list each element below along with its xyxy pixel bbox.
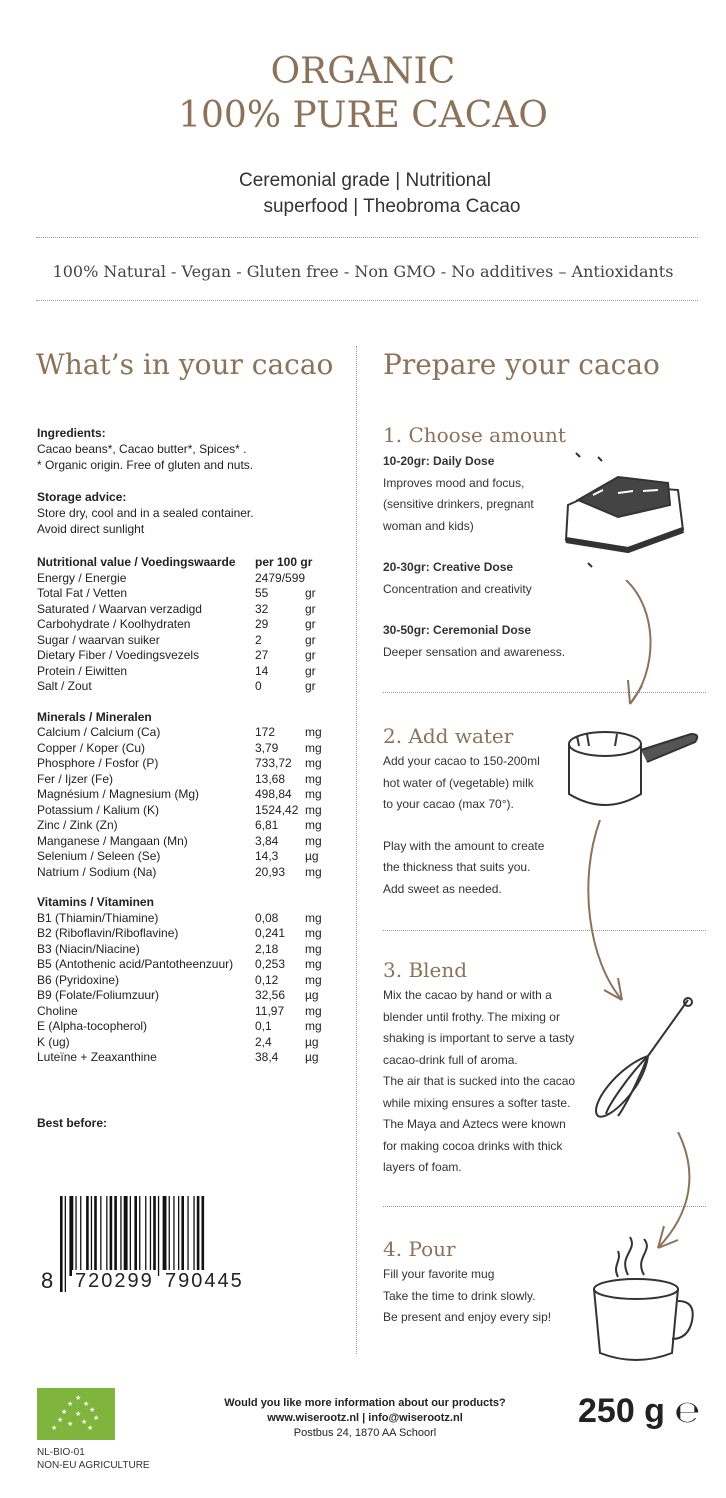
cell-name: B3 (Niacin/Niacine) — [37, 941, 140, 956]
table-row — [37, 664, 337, 680]
step2-line: Add your cacao to 150-200ml — [383, 754, 540, 768]
storage-line-2: Avoid direct sunlight — [37, 522, 145, 536]
info-line-2[interactable]: www.wiserootz.nl | info@wiserootz.nl — [267, 1412, 463, 1424]
cell-unit: mg — [305, 1003, 322, 1018]
dose3-label: 30-50gr: Ceremonial Dose — [383, 623, 532, 637]
step3-line: while mixing ensures a softer taste. — [383, 1095, 571, 1110]
step4-body — [383, 1264, 583, 1329]
table-row — [37, 571, 337, 587]
cell-name: Calcium / Calcium (Ca) — [37, 725, 161, 739]
barcode-bar — [106, 1196, 107, 1276]
table-row — [37, 818, 337, 834]
cell-value: 55 — [255, 586, 269, 600]
cell-name: Energy / Energie — [37, 570, 127, 585]
subtitle-line-2: superfood | Theobroma Cacao — [263, 196, 521, 217]
cell-unit: mg — [305, 910, 322, 925]
step3-line: Mix the cacao by hand or with a — [383, 988, 552, 1002]
cell-value: 1524,42 — [255, 802, 299, 817]
best-before-label: Best before: — [37, 1116, 108, 1130]
table-row — [37, 1035, 337, 1051]
step3-body — [383, 985, 583, 1179]
barcode-bar — [86, 1196, 89, 1276]
table-row — [37, 1050, 337, 1066]
eu-organic-logo — [37, 1388, 115, 1440]
svg-text:★: ★ — [89, 1406, 96, 1414]
cell-unit: mg — [305, 926, 322, 940]
minerals-header — [37, 710, 337, 726]
cell-value: 32 — [255, 601, 269, 616]
svg-text:★: ★ — [61, 1408, 68, 1416]
step2-title: 2. Add water — [383, 724, 514, 748]
step4-line: Take the time to drink slowly. — [383, 1288, 536, 1303]
table-row — [37, 617, 337, 633]
cell-value: 20,93 — [255, 864, 286, 879]
cell-unit: gr — [305, 648, 316, 662]
svg-text:★: ★ — [81, 1418, 88, 1426]
dose1-line: Improves mood and focus, — [383, 475, 525, 490]
cell-name: Zinc / Zink (Zn) — [37, 818, 118, 832]
cell-value: 733,72 — [255, 756, 292, 770]
table-row — [37, 633, 337, 649]
cell-value: 32,56 — [255, 988, 286, 1002]
divider — [36, 237, 698, 238]
saucepan-icon — [563, 728, 703, 813]
left-heading: What’s in your cacao — [36, 348, 334, 381]
barcode-bar — [110, 1196, 113, 1276]
ingredients-note: * Organic origin. Free of gluten and nuts. — [37, 458, 254, 472]
barcode-bar — [187, 1196, 188, 1276]
step3-line: layers of foam. — [383, 1160, 462, 1174]
organic-origin: NON-EU AGRICULTURE — [37, 1460, 150, 1471]
cell-name: Dietary Fiber / Voedingsvezels — [37, 648, 200, 662]
step4-line: Be present and enjoy every sip! — [383, 1310, 552, 1324]
step3-line: shaking is important to serve a tasty — [383, 1031, 575, 1045]
organic-certification — [37, 1446, 150, 1472]
barcode-bar — [163, 1196, 167, 1276]
cell-value: 0,1 — [255, 1019, 272, 1033]
table-row — [37, 973, 337, 989]
cell-name: Salt / Zout — [37, 679, 92, 693]
cell-unit: gr — [305, 586, 316, 600]
step2-body — [383, 751, 573, 900]
title-line-1: ORGANIC — [270, 51, 456, 92]
barcode-bar — [75, 1196, 76, 1276]
table-row — [37, 849, 337, 865]
cell-name: B5 (Antothenic acid/Pantotheenzuur) — [37, 957, 234, 971]
cell-name: B1 (Thiamin/Thiamine) — [37, 910, 159, 925]
step1-body — [383, 451, 573, 663]
step1-title: 1. Choose amount — [383, 423, 566, 447]
info-line-3: Postbus 24, 1870 AA Schoorl — [293, 1427, 437, 1439]
barcode — [41, 1196, 246, 1296]
arrow-icon — [648, 1132, 698, 1252]
cell-value: 13,68 — [255, 771, 286, 786]
estimated-sign-icon: ℮ — [674, 1395, 701, 1430]
cell-unit: mg — [305, 957, 322, 971]
dose1-line: (sensitive drinkers, pregnant — [383, 497, 534, 511]
cell-value: 14 — [255, 663, 269, 678]
nutrition-header: Nutritional value / Voedingswaarde — [37, 555, 236, 569]
step3-line: for making cocoa drinks with thick — [383, 1138, 563, 1153]
barcode-bar — [100, 1196, 101, 1276]
arrow-icon — [618, 580, 658, 710]
cell-value: 3,84 — [255, 833, 279, 848]
table-row — [37, 803, 337, 819]
cell-unit: µg — [305, 988, 319, 1002]
step4-line: Fill your favorite mug — [383, 1267, 495, 1281]
cell-unit: mg — [305, 725, 322, 739]
cell-value: 498,84 — [255, 787, 292, 801]
cell-value: 38,4 — [255, 1050, 279, 1064]
svg-text:★: ★ — [57, 1416, 64, 1424]
barcode-bar — [124, 1196, 128, 1276]
barcode-bar — [169, 1196, 170, 1276]
cell-value: 3,79 — [255, 740, 279, 755]
cell-unit: µg — [305, 1034, 319, 1049]
table-row — [37, 865, 337, 881]
step3-title: 3. Blend — [383, 958, 468, 982]
svg-text:★: ★ — [67, 1400, 74, 1408]
contact-info — [220, 1396, 510, 1441]
barcode-bar — [145, 1196, 146, 1276]
barcode-bar — [114, 1196, 117, 1276]
table-row — [37, 679, 337, 695]
step2-line: hot water of (vegetable) milk — [383, 775, 534, 790]
chocolate-icon — [558, 445, 698, 575]
table-row — [37, 602, 337, 618]
cell-unit: mg — [305, 833, 322, 848]
cell-unit: gr — [305, 663, 316, 678]
table-row — [37, 756, 337, 772]
cell-name: Fer / Ijzer (Fe) — [37, 771, 114, 786]
cell-value: 0,253 — [255, 957, 286, 971]
cell-value: 0,12 — [255, 972, 279, 987]
cell-unit: mg — [305, 802, 322, 817]
svg-text:★: ★ — [75, 1394, 82, 1402]
page-title — [0, 50, 726, 138]
barcode-bar — [139, 1196, 140, 1276]
step3-line: cacao-drink full of aroma. — [383, 1052, 518, 1067]
barcode-bar — [80, 1196, 81, 1276]
step3-line: The air that is sucked into the cacao — [383, 1074, 576, 1088]
table-row — [37, 834, 337, 850]
cell-name: Manganese / Mangaan (Mn) — [37, 833, 188, 848]
cell-name: Magnésium / Magnesium (Mg) — [37, 787, 200, 801]
cell-name: Phosphore / Fosfor (P) — [37, 756, 159, 770]
per100-header: per 100 gr — [255, 555, 313, 569]
divider — [383, 930, 706, 931]
claims-line: 100% Natural - Vegan - Gluten free - Non GMO - No additives – Antioxidants — [52, 262, 674, 281]
vitamins-header — [37, 895, 337, 911]
step3-line: The Maya and Aztecs were known — [383, 1117, 566, 1131]
minerals-header-label: Minerals / Mineralen — [37, 709, 152, 724]
cell-unit: mg — [305, 941, 322, 956]
barcode-bar — [69, 1196, 73, 1276]
info-line-1: Would you like more information about our products? — [224, 1397, 506, 1409]
cell-unit: mg — [305, 1019, 322, 1033]
weight-value: 250 g — [578, 1392, 665, 1430]
cell-name: Total Fat / Vetten — [37, 586, 128, 600]
subtitle — [0, 168, 726, 220]
barcode-bar — [153, 1196, 156, 1276]
barcode-digit-lead: 8 — [38, 1268, 56, 1294]
dose3-text: Deeper sensation and awareness. — [383, 644, 566, 659]
barcode-bar — [150, 1196, 151, 1276]
whisk-icon — [588, 996, 698, 1121]
cell-unit: gr — [305, 632, 316, 647]
net-weight — [578, 1392, 700, 1431]
nutrition-table — [37, 571, 337, 695]
cell-name: Sugar / waarvan suiker — [37, 632, 160, 647]
table-row — [37, 772, 337, 788]
cell-name: B2 (Riboflavin/Riboflavine) — [37, 926, 179, 940]
cell-unit: mg — [305, 771, 322, 786]
cell-name: Choline — [37, 1003, 78, 1018]
cell-value: 2,18 — [255, 941, 279, 956]
storage-label: Storage advice: — [37, 490, 127, 504]
table-row — [37, 586, 337, 602]
barcode-bar — [178, 1196, 179, 1276]
cell-name: Copper / Koper (Cu) — [37, 740, 146, 755]
cell-unit: mg — [305, 972, 322, 987]
table-row — [37, 648, 337, 664]
dose2-text: Concentration and creativity — [383, 581, 532, 596]
barcode-digits-left: 720299 — [72, 1270, 157, 1293]
cell-unit: mg — [305, 756, 322, 770]
column-divider — [356, 346, 357, 1354]
table-row — [37, 926, 337, 942]
step4-title: 4. Pour — [383, 1237, 456, 1261]
organic-code: NL-BIO-01 — [37, 1447, 85, 1458]
svg-text:★: ★ — [83, 1400, 90, 1408]
cell-name: K (ug) — [37, 1034, 70, 1049]
cell-value: 6,81 — [255, 818, 279, 832]
dose1-label: 10-20gr: Daily Dose — [383, 454, 495, 468]
cell-unit: mg — [305, 864, 322, 879]
cell-unit: µg — [305, 1050, 319, 1064]
dose1-line: woman and kids) — [383, 518, 474, 533]
table-row — [37, 1019, 337, 1035]
arrow-icon — [578, 820, 628, 1005]
barcode-bar — [181, 1196, 184, 1276]
cell-value: 27 — [255, 648, 269, 662]
barcode-bar — [158, 1196, 159, 1276]
cell-value: 0 — [255, 679, 262, 693]
cell-value: 0,241 — [255, 926, 286, 940]
cell-name: B6 (Pyridoxine) — [37, 972, 120, 987]
subtitle-line-1: Ceremonial grade | Nutritional — [238, 170, 492, 191]
step2-line: the thickness that suits you. — [383, 860, 531, 874]
cell-value: 2,4 — [255, 1034, 272, 1049]
svg-text:★: ★ — [93, 1414, 100, 1422]
minerals-table — [37, 725, 337, 880]
barcode-bar — [120, 1196, 121, 1276]
vitamins-header-label: Vitamins / Vitaminen — [37, 895, 154, 909]
divider — [36, 300, 698, 301]
cell-name: Protein / Eiwitten — [37, 663, 128, 678]
step3-line: blender until frothy. The mixing or — [383, 1009, 560, 1024]
svg-text:★: ★ — [51, 1424, 58, 1432]
barcode-bar — [91, 1196, 92, 1276]
barcode-bar — [193, 1196, 194, 1276]
table-row — [37, 787, 337, 803]
cell-value: 0,08 — [255, 910, 279, 925]
mug-icon — [588, 1235, 698, 1370]
cell-value: 14,3 — [255, 849, 279, 863]
barcode-digits-right: 790445 — [162, 1270, 247, 1293]
cell-name: Carbohydrate / Koolhydraten — [37, 617, 191, 631]
left-column — [37, 425, 337, 1066]
cell-name: Potassium / Kalium (K) — [37, 802, 160, 817]
cell-unit — [305, 571, 335, 587]
step2-line: Add sweet as needed. — [383, 881, 502, 896]
table-row — [37, 988, 337, 1004]
table-row — [37, 725, 337, 741]
cell-name: B9 (Folate/Foliumzuur) — [37, 988, 160, 1002]
table-row — [37, 1004, 337, 1020]
vitamins-table — [37, 911, 337, 1066]
ingredients-text: Cacao beans*, Cacao butter*, Spices* . — [37, 442, 247, 456]
barcode-bar — [65, 1196, 66, 1292]
table-row — [37, 911, 337, 927]
cell-value: 172 — [255, 725, 276, 739]
dose2-label: 20-30gr: Creative Dose — [383, 560, 514, 574]
nutrition-header-row — [37, 555, 337, 571]
cell-unit: mg — [305, 818, 322, 832]
cell-name: Selenium / Seleen (Se) — [37, 849, 161, 863]
table-row — [37, 741, 337, 757]
step2-line: to your cacao (max 70°). — [383, 797, 514, 811]
cell-value: 2 — [255, 632, 262, 647]
cell-unit: gr — [305, 617, 316, 631]
cell-name: E (Alpha-tocopherol) — [37, 1019, 148, 1033]
title-line-2: 100% PURE CACAO — [178, 95, 548, 136]
cell-unit: mg — [305, 787, 322, 801]
cell-unit: gr — [305, 601, 316, 616]
barcode-bar — [94, 1196, 97, 1276]
cell-name: Luteïne + Zeaxanthine — [37, 1050, 157, 1064]
table-row — [37, 957, 337, 973]
cell-value: 29 — [255, 617, 269, 631]
barcode-bar — [173, 1196, 174, 1276]
right-heading: Prepare your cacao — [383, 348, 660, 381]
cell-value: 2479/599 — [255, 570, 306, 585]
cell-name: Saturated / Waarvan verzadigd — [37, 601, 202, 616]
svg-text:★: ★ — [67, 1420, 74, 1428]
barcode-bar — [60, 1196, 63, 1292]
table-row — [37, 942, 337, 958]
step2-line: Play with the amount to create — [383, 838, 545, 853]
cell-name: Natrium / Sodium (Na) — [37, 864, 157, 879]
svg-text:★: ★ — [75, 1410, 82, 1418]
cell-unit: gr — [305, 679, 316, 693]
storage-line-1: Store dry, cool and in a sealed container. — [37, 506, 254, 520]
cell-value: 11,97 — [255, 1003, 285, 1018]
ingredients-label: Ingredients: — [37, 426, 106, 440]
cell-unit: mg — [305, 740, 322, 755]
svg-text:★: ★ — [87, 1424, 94, 1432]
cell-unit: µg — [305, 849, 319, 863]
